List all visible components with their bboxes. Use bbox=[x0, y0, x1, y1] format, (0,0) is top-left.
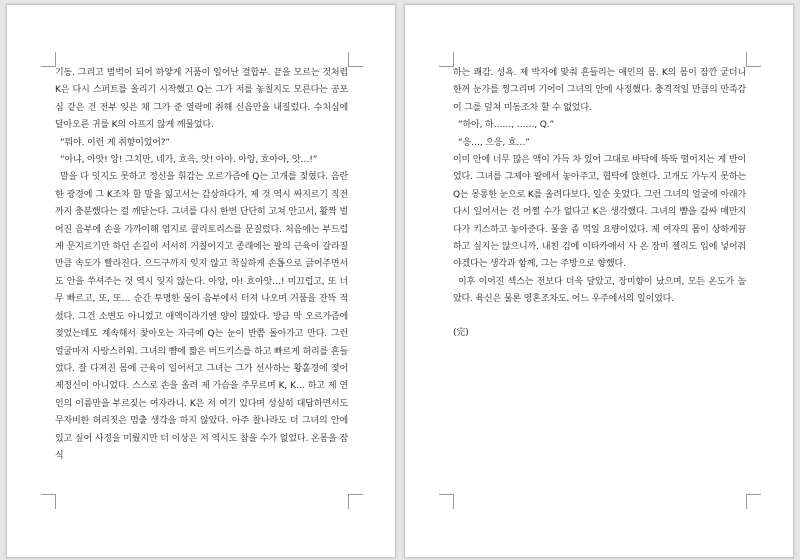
crop-mark-bottom-left bbox=[439, 494, 454, 509]
paragraph: “뭐야. 이런 게 취향이었어?” bbox=[60, 137, 170, 148]
paragraph: 이후 이어진 섹스는 전보다 더욱 달았고, 장미향이 났으며, 모든 온도가 높았다. 육신은 물론 영혼조차도. 어느 우주에서의 일이었다. bbox=[453, 276, 746, 305]
end-mark: (完) bbox=[453, 327, 469, 338]
paragraph: 하는 쾌감. 성욕. 제 박자에 맞춰 흔들리는 애인의 몸. K의 몸이 잠깐 굳더니 한꺼 눈가를 찡그리며 기어이 그녀의 안에 사정했다. 충격적일 만큼의 만족감이 그를 덮쳐 미동조차 할 수 없었다. bbox=[453, 68, 746, 113]
document-page-right bbox=[404, 4, 794, 558]
crop-mark-top-right bbox=[348, 52, 363, 67]
paragraph: 말을 다 잇지도 못하고 정신을 휘감는 오르가즘에 Q는 고개를 젖혔다. 음란한 광경에 그 K조차 할 말을 잃고서는 감상하다가, 제 것 역시 싸지르기 직전까지 충분했다는 걸 깨닫는다. 그녀를 다시 한번 단단히 고쳐 안고서, 활짝 벌어진 음부에 손을 가까이해 엄지로 클리토리스를 문질렀다. 처음에는 부드럽게 문지르기만 하던 손길이 서서히 거칠어지고 종래에는 팔의 근육이 갈라질 만큼 속도가 빨라진다. 으드구까지 잊지 않고 착실하게 손톱으로 긁어주면서도 안을 쑤셔주는 것 역시 잊지 않는다. 아앙, 아! 흐아앗…! 미끄럽고, 또 너무 빠르고, 또, 또… 순간 투명한 물이 음부에서 터져 나오며 거품을 잔뜩 적셨다. 그건 소변도 아니었고 애액이라기엔 양이 많았다. 방금 막 오르가즘에 젖었는데도 계속해서 찾아오는 자극에 Q는 눈이 반쯤 돌아가고 만다. 그런 얼굴마저 사랑스러워. 그녀의 뺨에 짧은 버드키스를 하고 빠르게 허리를 흔들었다. 잘 다져진 몸에 근육이 일어서고 그녀는 그가 선사하는 황홀경에 젖어 제정신이 아니었다. 스스로 손을 올려 제 가슴을 주무르며 K, K… 하고 제 연인의 이름만을 부르짖는 여자라니. K은 저 여기 있다며 성실히 대답하면서도 무자비한 허리짓은 멈출 생각을 하지 않았다. 아주 찰나라도 더 그녀의 안에 있고 싶어 사정을 미뤘지만 더 이상은 저 역시도 참을 수가 없었다. 온몸을 잠식 bbox=[55, 172, 348, 461]
document-page-left bbox=[6, 4, 396, 558]
crop-mark-bottom-right bbox=[746, 494, 761, 509]
crop-mark-top-left bbox=[439, 52, 454, 67]
page-body-text bbox=[453, 65, 746, 342]
paragraph: “아냐, 아앗! 앙! 그치만, 네가, 흐윽, 앗! 아아. 아앙, 흐아아, 앗…!” bbox=[60, 155, 318, 166]
paragraph: 이미 안에 너무 많은 액이 가득 차 있어 그대로 바닥에 뚝뚝 떨어지는 게 반이었다. 그녀를 그제야 팔에서 놓아주고, 협탁에 앉힌다. 고개도 가누지 못하는 Q는 몽롱한 눈으로 K를 올려다보다, 일순 웃었다. 그런 그녀의 얼굴에 아래가 다시 일어서는 건 어쩔 수가 없다고 K은 생각했다. 그녀의 뺨을 감싸 매만지다가 키스하고 놓아준다. 물을 좀 먹일 요량이었다. 제 여자의 몸이 상하게끔 하고 싶지는 않으니까. 내친 김에 이타카에서 사 온 장미 젤리도 입에 넣어줘야겠다는 생각과 함께, 그는 주방으로 향했다. bbox=[453, 155, 746, 270]
crop-mark-bottom-right bbox=[348, 494, 363, 509]
crop-mark-top-right bbox=[746, 52, 761, 67]
page-body-text bbox=[55, 65, 348, 465]
crop-mark-top-left bbox=[41, 52, 56, 67]
crop-mark-bottom-left bbox=[41, 494, 56, 509]
paragraph: 기동. 그리고 범벅이 되어 하얗게 거품이 일어난 결합부. 끝을 모르는 것처럼 K은 다시 스퍼트를 올리기 시작했고 Q는 그가 저를 놓칠지도 모른다는 공포심 같은 건 전부 잊은 채 그가 준 열락에 취해 신음만을 내질렀다. 수치심에 달아오른 귀를 K의 아프지 않게 깨물었다. bbox=[55, 68, 348, 131]
paragraph: “하아, 하……, ……, Q.” bbox=[458, 120, 554, 131]
paragraph: “응…, 으응, 흐…” bbox=[458, 137, 530, 148]
